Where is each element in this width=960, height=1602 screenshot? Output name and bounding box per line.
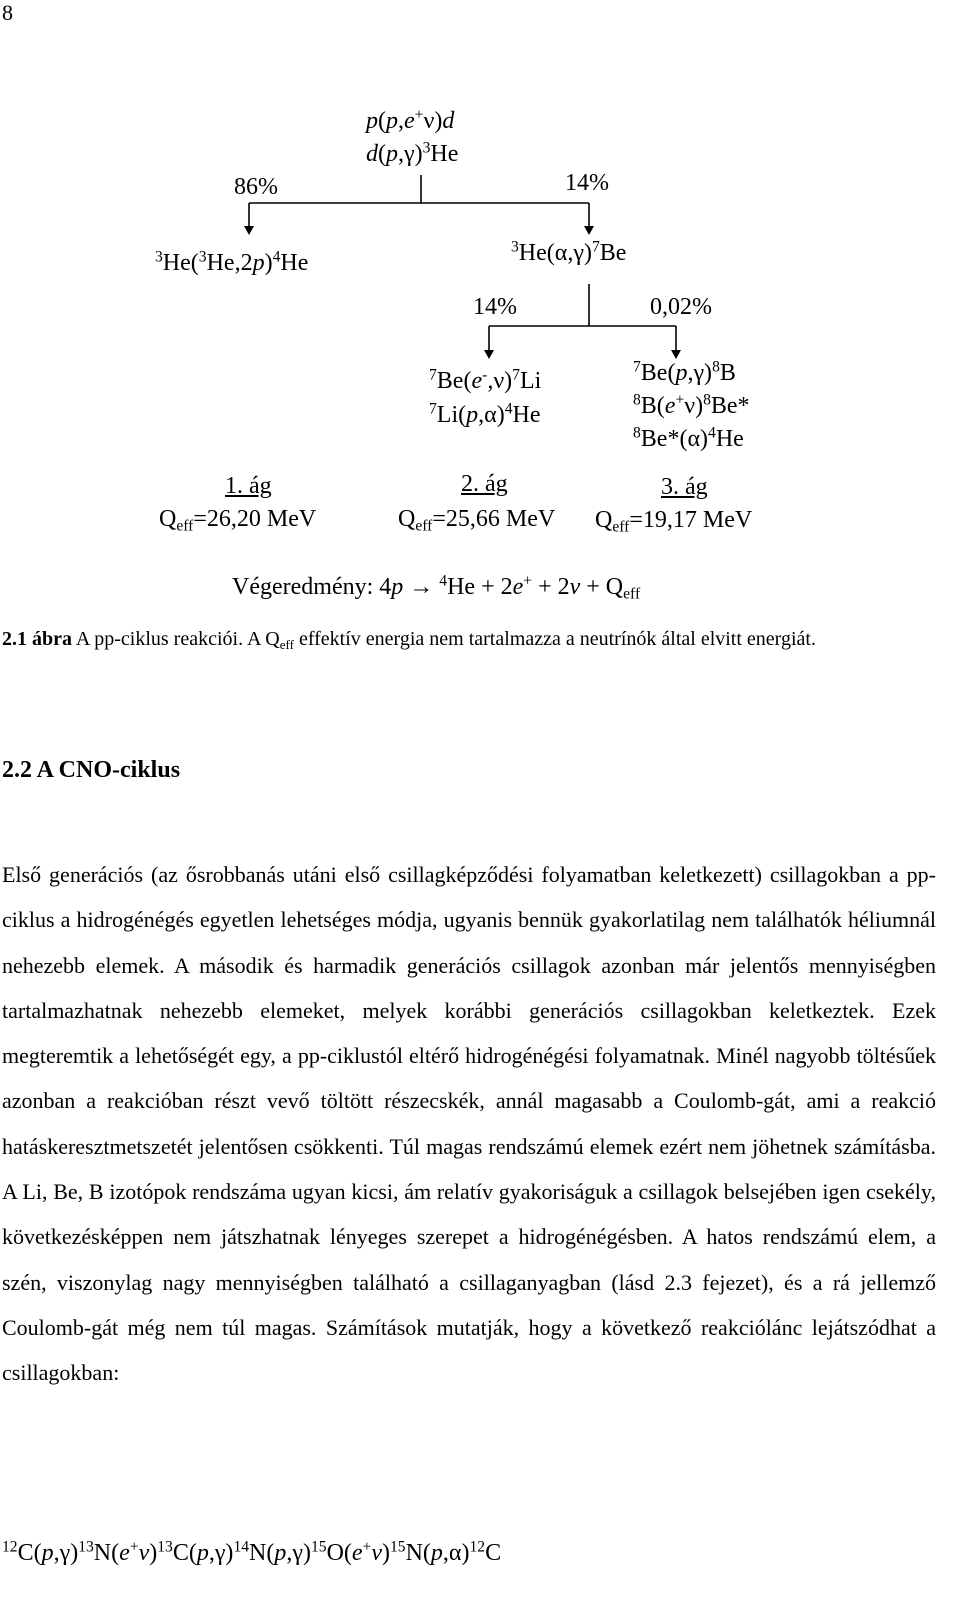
pct-small: 0,02% [650, 294, 712, 320]
branch1-reaction: $^3He(^3He,2p)^4He$ [155, 248, 309, 276]
reaction-pp: p(p,e+ν)d [366, 106, 455, 134]
branch2-arrowhead [484, 350, 494, 359]
left-arrowhead [244, 226, 254, 235]
body-paragraph: Első generációs (az ősrobbanás utáni első csillagképződési folyamatban keletkezett) csillagokban a pp-ciklus a hidrogénégés egyetlen lehetséges módja, ugyanis bennük gyakorlatilag nem találhatók héliumnál nehezebb elemek. A második és harmadik generációs csillagok azonban már jelentős mennyiségben tartalmazhatnak nehezebb elemeket, melyek korábbi generációs csillagokban keletkeztek. Ezek megteremtik a lehetőségét egy, a pp-ciklustól eltérő hidrogénégési folyamatnak. Minél nagyobb töltésűek azonban a reakcióban részt vevő töltött részecskék, annál magasabb a Coulomb-gát, ami a reakció hatáskeresztmetszetét jelentősen csökkenti. Túl magas rendszámú elemek ezért nem jöhetnek számításba. A Li, Be, B izotópok rendszáma ugyan kicsi, ám relatív gyakoriságuk a csillagok belsejében igen csekély, következésképpen nem játszhatnak lényeges szerepet a hidrogénégésben. A hatos rendszámú elem, a szén, viszonylag nagy mennyiségben található a csillaganyagban (lásd 2.3 fejezet), és a rá jellemző Coulomb-gát még nem túl magas. Számítások mutatják, hogy a következő reakciólánc lejátszódhat a csillagokban: [2, 862, 936, 1386]
net-result: Végeredmény: $4p \to ^4He + 2e^+ + 2\nu + Q_{eff}$ [232, 572, 641, 603]
branch-label-2: 2. ág [461, 471, 508, 497]
section-heading: 2.2 A CNO-ciklus [2, 757, 181, 783]
right-arrowhead [584, 226, 594, 235]
pct-right: 14% [565, 170, 609, 196]
q-value-3: $Q_{eff}=19,17$ MeV [595, 507, 753, 536]
branch2-line1: $^7Be(e^-,\nu)^7Li$ [429, 366, 542, 394]
branch3-arrowhead [671, 350, 681, 359]
pct-mid: 14% [473, 294, 517, 320]
branch3-line3: $^8Be*(\alpha)^4He$ [633, 424, 744, 452]
q-value-2: $Q_{eff}=25,66$ MeV [398, 506, 556, 535]
branch-label-1: 1. ág [225, 473, 272, 499]
branch-label-3: 3. ág [661, 474, 708, 500]
branch3-line2: $^8B(e^+\nu)^8Be*$ [633, 391, 750, 419]
branch2-line2: $^7Li(p,\alpha)^4He$ [429, 400, 541, 428]
q-value-1: $Q_{eff}=26,20$ MeV [159, 506, 317, 535]
reaction-dp: $d(p,\gamma)^3He$ [366, 139, 459, 167]
page-number: 8 [2, 0, 13, 25]
be-reaction: $^3He(\alpha,\gamma)^7Be$ [511, 238, 627, 266]
caption-label: 2.1 ábra [2, 628, 72, 650]
figure-caption: 2.1 ábra A pp-ciklus reakciói. A $Q_{eff}$ effektív energia nem tartalmazza a neutrínók által elvitt energiát. [2, 628, 816, 652]
pct-left: 86% [234, 174, 278, 200]
branch3-line1: $^7Be(p,\gamma)^8B$ [633, 358, 736, 386]
cno-reaction-chain: $^{12}C(p,\gamma)^{13}N(e^+\nu)^{13}C(p,\gamma)^{14}N(p,\gamma)^{15}O(e^+\nu)^{15}N(p,\alpha)^{12}C$ [2, 1538, 502, 1566]
